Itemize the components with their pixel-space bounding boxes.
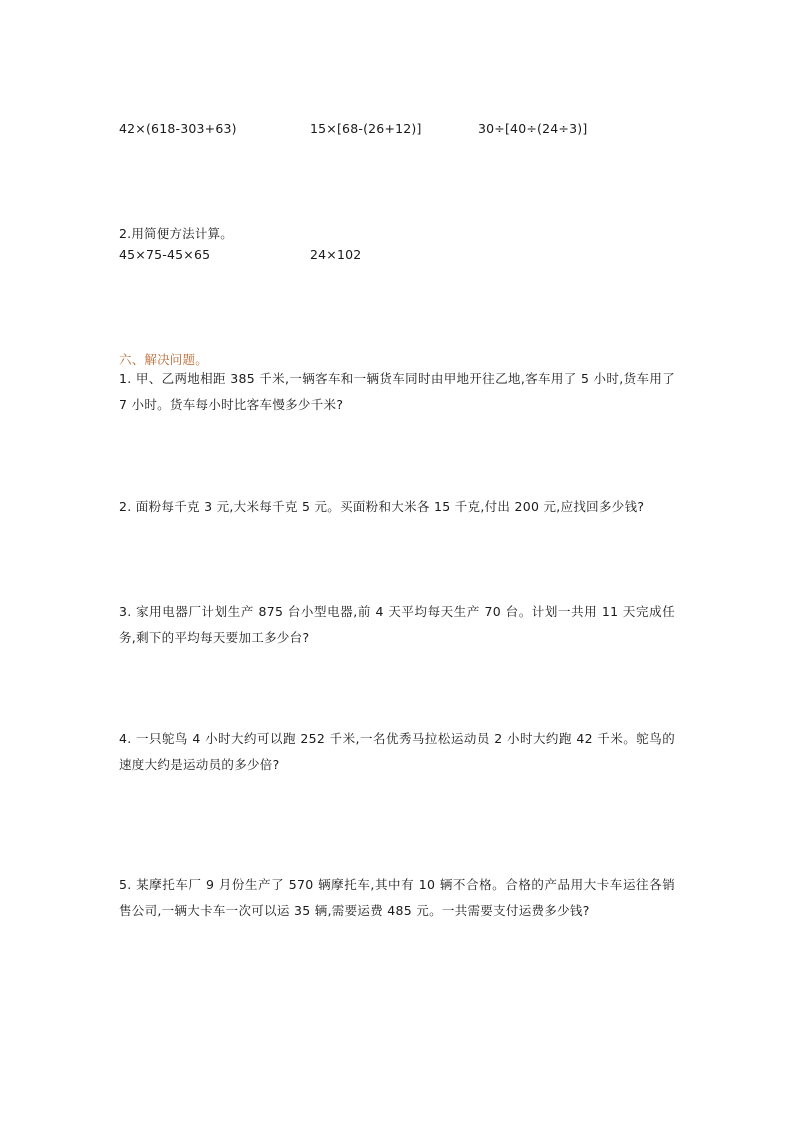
section-heading: 六、解决问题。 xyxy=(119,352,208,367)
word-problem-2: 2. 面粉每千克 3 元,大米每千克 5 元。买面粉和大米各 15 千克,付出 200 元,应找回多少钱? xyxy=(119,499,645,514)
calc-expression-2: 15×[68-(26+12)] xyxy=(310,121,422,136)
calc-expression-3: 30÷[40÷(24÷3)] xyxy=(478,121,588,136)
word-problem-5: 5. 某摩托车厂 9 月份生产了 570 辆摩托车,其中有 10 辆不合格。合格的产品用大卡车运往各销售公司,一辆大卡车一次可以运 35 辆,需要运费 485 元。一共需要支付运费多少钱? xyxy=(119,877,675,918)
simple-calc-expression-1: 45×75-45×65 xyxy=(119,247,211,262)
calc-expression-1: 42×(618-303+63) xyxy=(119,121,237,136)
word-problem-4: 4. 一只鸵鸟 4 小时大约可以跑 252 千米,一名优秀马拉松运动员 2 小时大约跑 42 千米。鸵鸟的速度大约是运动员的多少倍? xyxy=(119,731,675,772)
simple-calc-heading: 2.用简便方法计算。 xyxy=(119,226,233,241)
word-problem-3: 3. 家用电器厂计划生产 875 台小型电器,前 4 天平均每天生产 70 台。计划一共用 11 天完成任务,剩下的平均每天要加工多少台? xyxy=(119,604,675,645)
word-problem-1: 1. 甲、乙两地相距 385 千米,一辆客车和一辆货车同时由甲地开往乙地,客车用了 5 小时,货车用了 7 小时。货车每小时比客车慢多少千米? xyxy=(119,371,675,412)
simple-calc-expression-2: 24×102 xyxy=(310,247,362,262)
